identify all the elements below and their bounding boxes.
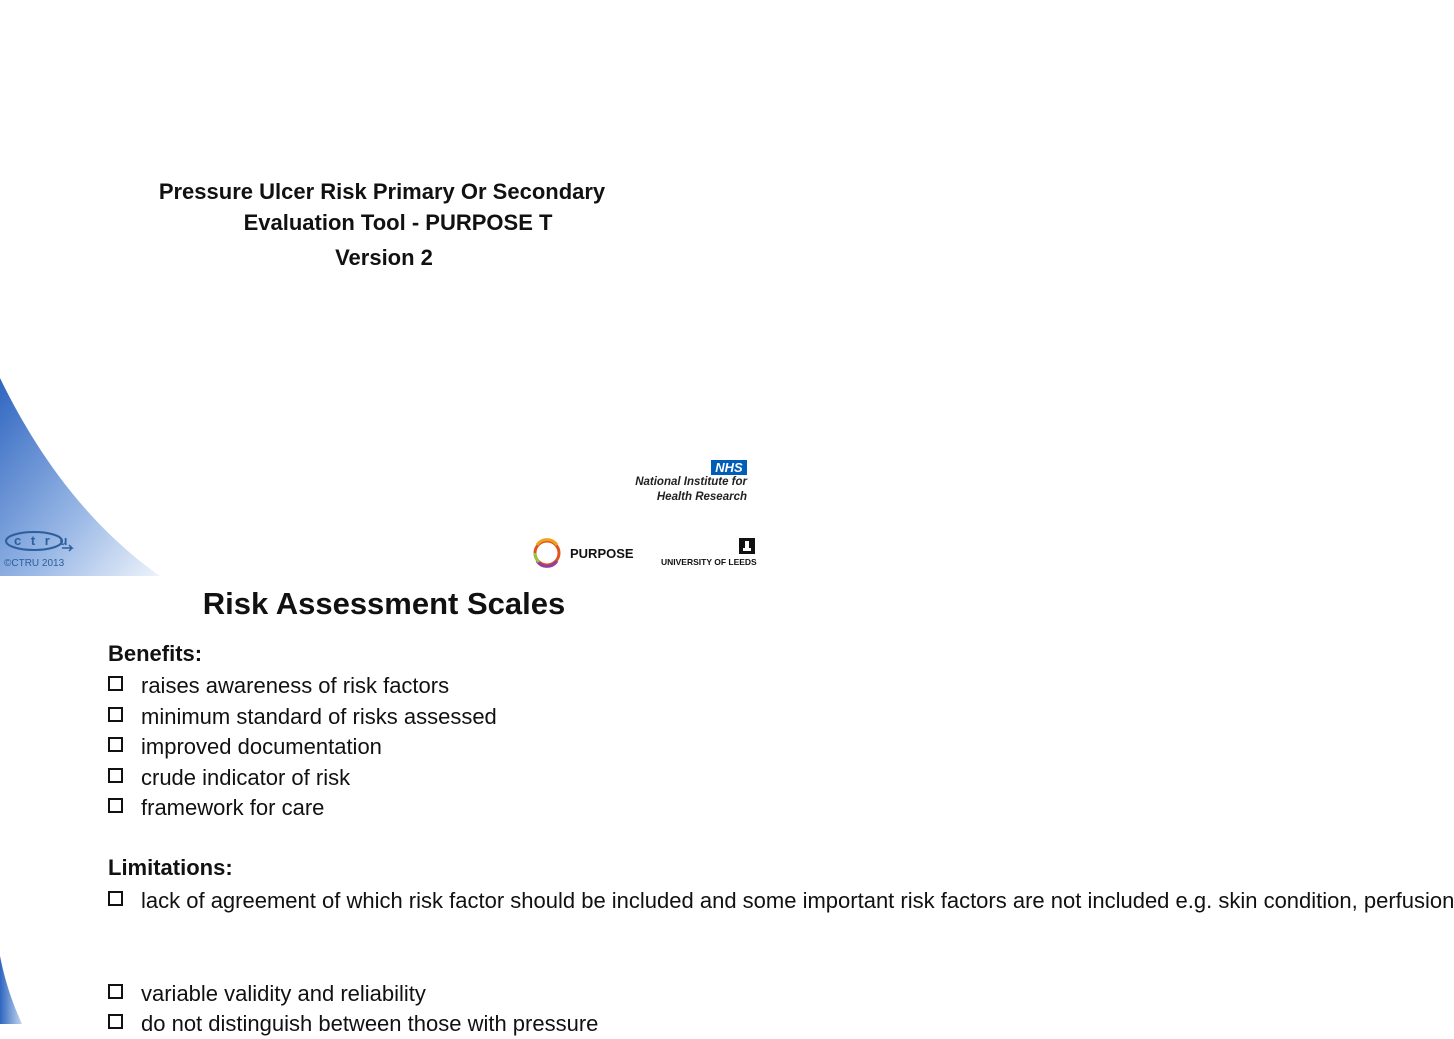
benefit-item: raises awareness of risk factors: [108, 670, 748, 701]
benefit-item: crude indicator of risk: [108, 762, 748, 793]
title-slide: [0, 0, 768, 576]
ctru-copyright: ©CTRU 2013: [4, 558, 65, 569]
blue-swoosh-decoration: [0, 0, 768, 576]
checkbox-bullet-icon: [108, 737, 123, 752]
title-line-2: Evaluation Tool - PURPOSE T: [243, 210, 553, 235]
ctru-logo: [4, 528, 74, 554]
title-line-1: Pressure Ulcer Risk Primary Or Secondary: [158, 179, 606, 204]
benefit-item: minimum standard of risks assessed: [108, 701, 748, 732]
purpose-label: PURPOSE: [570, 546, 634, 561]
nhs-logo: NHS: [711, 460, 747, 475]
nihr-line-1: National Institute for: [635, 476, 747, 488]
limitations-heading: Limitations:: [108, 855, 233, 880]
benefit-item: framework for care: [108, 792, 748, 823]
university-of-leeds-label: UNIVERSITY OF LEEDS: [661, 557, 757, 567]
content-slide: [0, 576, 1454, 1036]
svg-text:c t r u: c t r u: [14, 533, 71, 548]
checkbox-bullet-icon: [108, 1014, 123, 1029]
checkbox-bullet-icon: [108, 676, 123, 691]
leeds-crest-icon: [739, 538, 755, 554]
checkbox-bullet-icon: [108, 984, 123, 999]
limitation-item: do not distinguish between those with pressure: [108, 1008, 748, 1039]
limitation-item: variable validity and reliability: [108, 978, 748, 1009]
benefits-heading: Benefits:: [108, 641, 203, 666]
title-line-3: Version 2: [335, 245, 433, 270]
nihr-line-2: Health Research: [656, 491, 747, 503]
checkbox-bullet-icon: [108, 707, 123, 722]
slide-title: Risk Assessment Scales: [202, 586, 566, 621]
purpose-logo-icon: [529, 536, 565, 570]
checkbox-bullet-icon: [108, 891, 123, 906]
checkbox-bullet-icon: [108, 798, 123, 813]
checkbox-bullet-icon: [108, 768, 123, 783]
limitation-item: lack of agreement of which risk factor should be included and some important risk factors are not included e.g. skin condition, perfusion: [108, 885, 748, 916]
benefit-item: improved documentation: [108, 731, 748, 762]
